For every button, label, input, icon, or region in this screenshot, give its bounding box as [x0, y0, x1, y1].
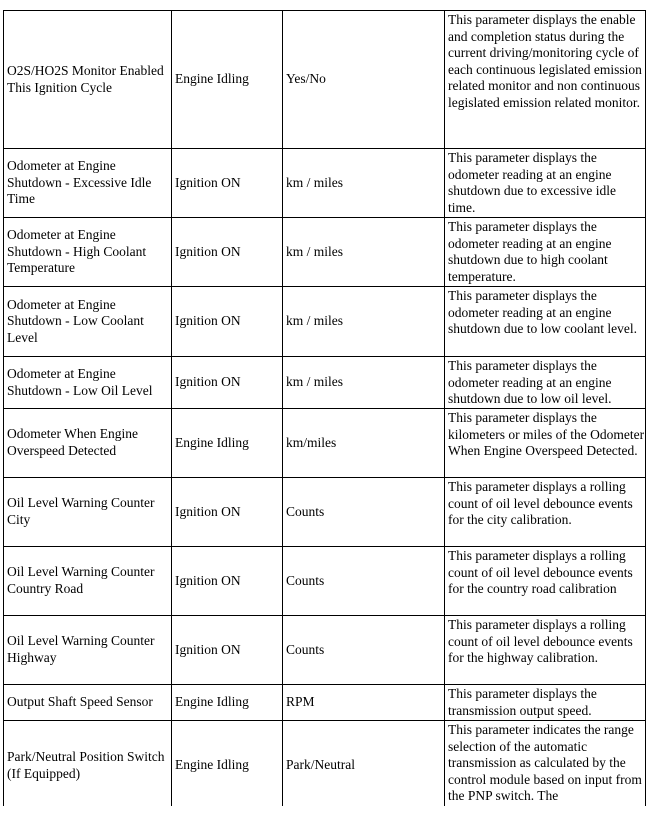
table-row [4, 357, 646, 409]
parameter-name: Odometer at Engine Shutdown - Excessive Idle Time [4, 149, 172, 218]
parameter-condition: Ignition ON [172, 287, 283, 357]
parameter-description: This parameter displays the enable and completion status during the current driving/monitoring cycle of each continuous legislated emission related monitor and non continuous legislated emission related monitor. [445, 11, 646, 149]
parameter-name: Output Shaft Speed Sensor [4, 685, 172, 721]
table-row [4, 721, 646, 807]
table-row [4, 616, 646, 685]
parameter-condition: Ignition ON [172, 547, 283, 616]
table-row [4, 478, 646, 547]
parameter-condition: Ignition ON [172, 149, 283, 218]
parameter-units: km / miles [283, 287, 445, 357]
parameter-condition: Engine Idling [172, 721, 283, 807]
parameter-condition: Ignition ON [172, 218, 283, 287]
parameter-units: RPM [283, 685, 445, 721]
parameter-name: Odometer at Engine Shutdown - Low Oil Level [4, 357, 172, 409]
parameter-name: Odometer at Engine Shutdown - Low Coolant Level [4, 287, 172, 357]
parameter-name: Odometer at Engine Shutdown - High Coolant Temperature [4, 218, 172, 287]
parameter-description: This parameter indicates the range selection of the automatic transmission as calculated by the control module based on input from the PNP switch. The [445, 721, 646, 807]
table-row [4, 149, 646, 218]
parameter-units: km / miles [283, 149, 445, 218]
table-row [4, 685, 646, 721]
table-row [4, 287, 646, 357]
parameter-name: Park/Neutral Position Switch (If Equipped) [4, 721, 172, 807]
parameter-description: This parameter displays the odometer reading at an engine shutdown due to high coolant temperature. [445, 218, 646, 287]
parameter-condition: Ignition ON [172, 357, 283, 409]
table-row [4, 11, 646, 149]
parameter-units: km / miles [283, 357, 445, 409]
parameter-condition: Ignition ON [172, 616, 283, 685]
parameter-units: Counts [283, 616, 445, 685]
parameter-condition: Engine Idling [172, 11, 283, 149]
parameter-description: This parameter displays a rolling count of oil level debounce events for the city calibration. [445, 478, 646, 547]
parameter-units: km/miles [283, 409, 445, 478]
parameter-description: This parameter displays the odometer reading at an engine shutdown due to excessive idle time. [445, 149, 646, 218]
table-row [4, 409, 646, 478]
table-row [4, 547, 646, 616]
parameter-description: This parameter displays a rolling count of oil level debounce events for the highway calibration. [445, 616, 646, 685]
parameter-units: Park/Neutral [283, 721, 445, 807]
parameter-units: Counts [283, 547, 445, 616]
parameter-table-body [4, 11, 646, 807]
parameter-description: This parameter displays the kilometers or miles of the Odometer When Engine Overspeed Detected. [445, 409, 646, 478]
parameter-units: Yes/No [283, 11, 445, 149]
parameter-units: Counts [283, 478, 445, 547]
parameter-description: This parameter displays the odometer reading at an engine shutdown due to low oil level. [445, 357, 646, 409]
parameter-units: km / miles [283, 218, 445, 287]
parameter-name: O2S/HO2S Monitor Enabled This Ignition Cycle [4, 11, 172, 149]
parameter-condition: Ignition ON [172, 478, 283, 547]
parameter-name: Oil Level Warning Counter Highway [4, 616, 172, 685]
parameter-condition: Engine Idling [172, 685, 283, 721]
parameter-name: Oil Level Warning Counter City [4, 478, 172, 547]
parameter-condition: Engine Idling [172, 409, 283, 478]
parameter-name: Odometer When Engine Overspeed Detected [4, 409, 172, 478]
parameter-name: Oil Level Warning Counter Country Road [4, 547, 172, 616]
parameter-table [3, 10, 646, 806]
parameter-description: This parameter displays the odometer reading at an engine shutdown due to low coolant level. [445, 287, 646, 357]
table-row [4, 218, 646, 287]
parameter-description: This parameter displays the transmission output speed. [445, 685, 646, 721]
parameter-description: This parameter displays a rolling count of oil level debounce events for the country road calibration [445, 547, 646, 616]
